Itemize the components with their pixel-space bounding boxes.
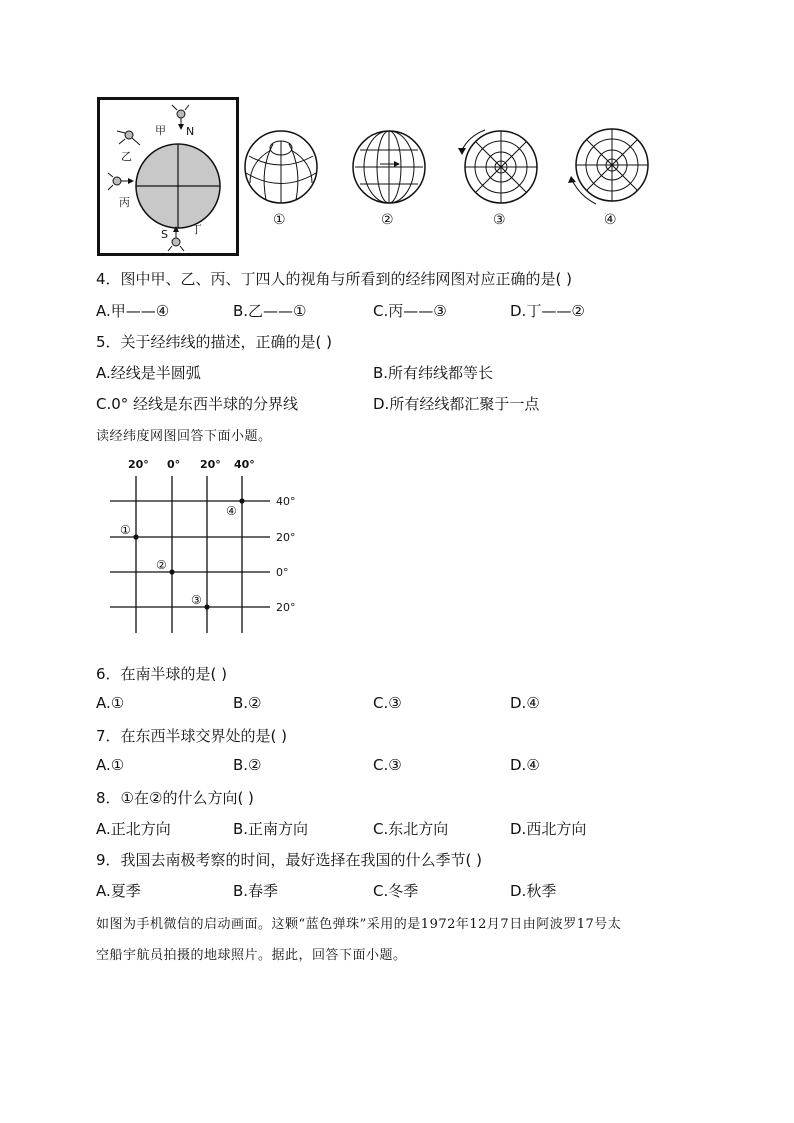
- intro-passage-line-1: 如图为手机微信的启动画面。这颗“蓝色弹珠”采用的是1972年12月7日由阿波罗17号太: [96, 917, 622, 932]
- q9-stem: 9．我国去南极考察的时间，最好选择在我国的什么季节( ): [96, 851, 483, 869]
- q6-option-a[interactable]: A.①: [96, 694, 125, 712]
- globe-3-label: ③: [493, 212, 506, 228]
- q7-option-d[interactable]: D.④: [510, 756, 540, 774]
- label-yi: 乙: [121, 150, 132, 163]
- point-3-label: ③: [191, 593, 202, 607]
- lon-label-2: 0°: [167, 458, 181, 471]
- label-north: N: [186, 125, 195, 138]
- lat-label-1: 40°: [276, 495, 296, 508]
- q9-option-a[interactable]: A.夏季: [96, 882, 141, 900]
- globe-4-label: ④: [604, 212, 617, 228]
- q5-option-a[interactable]: A.经线是半圆弧: [96, 364, 201, 382]
- q5-option-d[interactable]: D.所有经线都汇聚于一点: [373, 395, 540, 413]
- globe-3-icon: [455, 126, 541, 208]
- q6-stem: 6．在南半球的是( ): [96, 665, 228, 683]
- point-4-label: ④: [226, 504, 237, 518]
- point-1-label: ①: [120, 523, 131, 537]
- q5-stem: 5．关于经纬线的描述，正确的是( ): [96, 333, 333, 351]
- q8-option-b[interactable]: B.正南方向: [233, 820, 309, 838]
- globe-1-icon: [242, 128, 320, 206]
- q5-option-c[interactable]: C.0° 经线是东西半球的分界线: [96, 395, 299, 413]
- intro-passage-line-2: 空船宇航员拍摄的地球照片。据此，回答下面小题。: [96, 948, 407, 963]
- q9-option-b[interactable]: B.春季: [233, 882, 279, 900]
- label-ding: 丁: [191, 223, 202, 236]
- q6-option-b[interactable]: B.②: [233, 694, 262, 712]
- q9-option-d[interactable]: D.秋季: [510, 882, 557, 900]
- q6-option-c[interactable]: C.③: [373, 694, 402, 712]
- label-jia: 甲: [155, 124, 166, 137]
- label-south: S: [161, 228, 168, 241]
- globe-2-label: ②: [381, 212, 394, 228]
- q8-option-a[interactable]: A.正北方向: [96, 820, 171, 838]
- q4-option-b[interactable]: B.乙——①: [233, 302, 307, 320]
- lat-label-4: 20°: [276, 601, 296, 614]
- q4-option-d[interactable]: D.丁——②: [510, 302, 585, 320]
- q6-option-d[interactable]: D.④: [510, 694, 540, 712]
- lat-label-2: 20°: [276, 531, 296, 544]
- q4-option-c[interactable]: C.丙——③: [373, 302, 447, 320]
- q4-stem: 4．图中甲、乙、丙、丁四人的视角与所看到的经纬网图对应正确的是( ): [96, 270, 573, 288]
- lat-label-3: 0°: [276, 566, 289, 579]
- q8-option-d[interactable]: D.西北方向: [510, 820, 587, 838]
- point-2-label: ②: [156, 558, 167, 572]
- label-bing: 丙: [119, 196, 130, 209]
- viewers-figure: [97, 97, 240, 257]
- q7-option-b[interactable]: B.②: [233, 756, 262, 774]
- globe-4-icon: [566, 126, 652, 210]
- globe-2-icon: [350, 128, 428, 206]
- q5-option-b[interactable]: B.所有纬线都等长: [373, 364, 494, 382]
- lon-label-4: 40°: [234, 458, 255, 471]
- q8-stem: 8．①在②的什么方向( ): [96, 789, 254, 807]
- q7-option-a[interactable]: A.①: [96, 756, 125, 774]
- q9-option-c[interactable]: C.冬季: [373, 882, 419, 900]
- latlong-grid-figure: [100, 452, 310, 637]
- q8-option-c[interactable]: C.东北方向: [373, 820, 449, 838]
- lon-label-3: 20°: [200, 458, 221, 471]
- intro-grid: 读经纬度网图回答下面小题。: [96, 429, 272, 444]
- q4-option-a[interactable]: A.甲——④: [96, 302, 170, 320]
- lon-label-1: 20°: [128, 458, 149, 471]
- globe-1-label: ①: [273, 212, 286, 228]
- q7-stem: 7．在东西半球交界处的是( ): [96, 727, 288, 745]
- q7-option-c[interactable]: C.③: [373, 756, 402, 774]
